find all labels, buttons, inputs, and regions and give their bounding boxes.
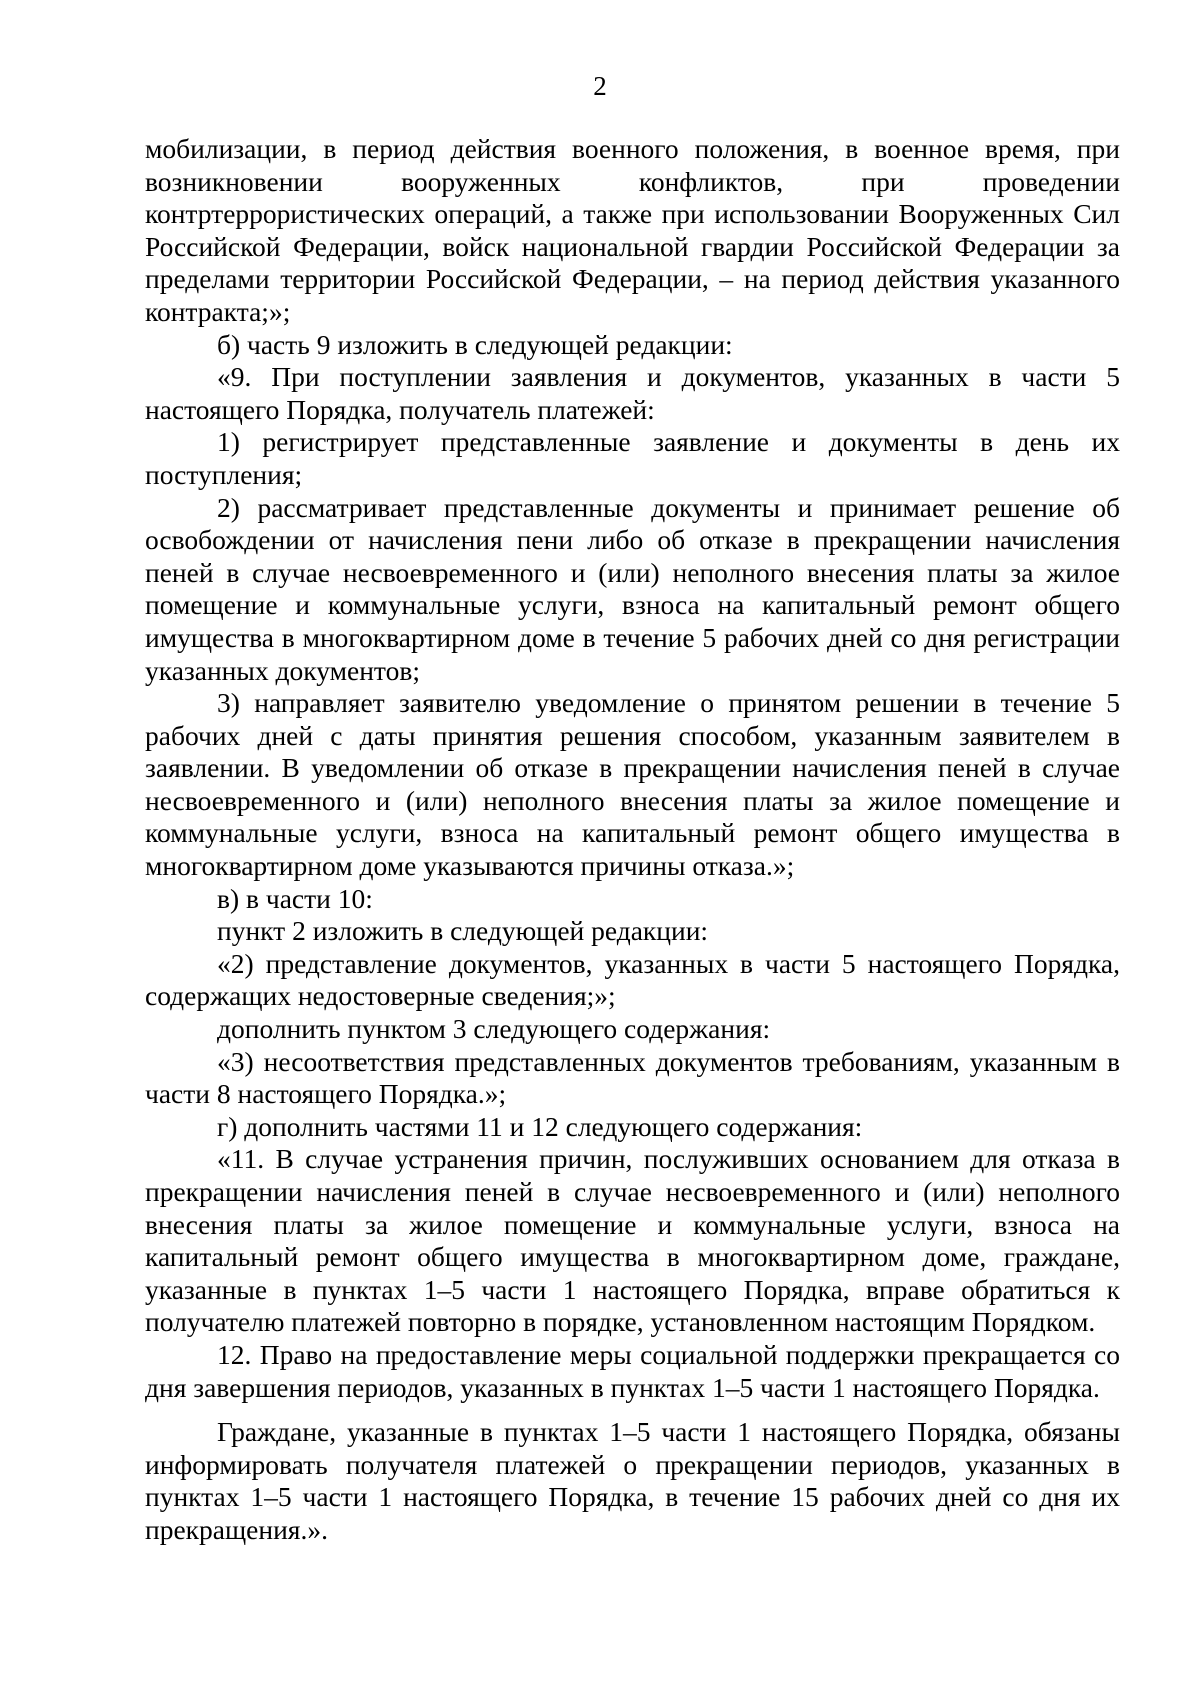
paragraph-part-9-item-1: 1) регистрирует представленные заявление и документы в день их поступления; [145,426,1120,490]
paragraph-add-item-3: дополнить пунктом 3 следующего содержания: [217,1013,771,1045]
paragraph-amendment-v: в) в части 10: [217,882,373,914]
paragraph-part-11: «11. В случае устранения причин, послуживших основанием для отказа в прекращении начисления пеней в случае несвоевременного и (или) неполного внесения платы за жилое помещение и коммунальные услуги, взноса на капитальный ремонт общего имущества в многоквартирном доме, граждане, указанные в пунктах 1–5 части 1 настоящего Порядка, вправе обратиться к получателю платежей повторно в порядке, установленном настоящим Порядком. [145,1143,1120,1338]
paragraph-part-12: 12. Право на предоставление меры социальной поддержки прекращается со дня завершения периодов, указанных в пунктах 1–5 части 1 настоящего Порядка. [145,1338,1120,1403]
paragraph-part-9-item-2: 2) рассматривает представленные документы и принимает решение об освобождении от начисления пени либо об отказе в прекращении начисления пеней в случае несвоевременного и (или) неполного внесения платы за жилое помещение и коммунальные услуги, взноса на капитальный ремонт общего имущества в многоквартирном доме в течение 5 рабочих дней со дня регистрации указанных документов; [145,491,1120,686]
paragraph-amendment-b: б) часть 9 изложить в следующей редакции: [217,328,733,360]
paragraph-item-2-text: «2) представление документов, указанных в части 5 настоящего Порядка, содержащих недостоверные сведения;»; [145,947,1120,1012]
paragraph-part-9-item-3: 3) направляет заявителю уведомление о принятом решении в течение 5 рабочих дней с даты принятия решения способом, указанным заявителем в заявлении. В уведомлении об отказе в прекращении начисления пеней в случае несвоевременного и (или) неполного внесения платы за жилое помещение и коммунальные услуги, взноса на капитальный ремонт общего имущества в многоквартирном доме указываются причины отказа.»; [145,687,1120,882]
paragraph-citizens-obligation: Граждане, указанные в пунктах 1–5 части 1 настоящего Порядка, обязаны информировать получателя платежей о прекращении периодов, указанных в пунктах 1–5 части 1 настоящего Порядка, в течение 15 рабочих дней со дня их прекращения.». [145,1416,1120,1545]
paragraph-item-2-edit: пункт 2 изложить в следующей редакции: [217,915,709,947]
paragraph-part-9: «9. При поступлении заявления и документов, указанных в части 5 настоящего Порядка, получатель платежей: [145,361,1120,425]
paragraph-item-3-text: «3) несоответствия представленных документов требованиям, указанным в части 8 настоящего Порядка.»; [145,1045,1120,1110]
page-number: 2 [593,71,607,101]
document-body [145,133,1120,1547]
paragraph-continuation: мобилизации, в период действия военного положения, в военное время, при возникновении вооруженных конфликтов, при проведении контртеррористических операций, а также при использовании Вооруженных Сил Российской Федерации, войск национальной гвардии Российской Федерации за пределами территории Российской Федерации, – на период действия указанного контракта;»; [145,133,1120,327]
paragraph-amendment-g: г) дополнить частями 11 и 12 следующего содержания: [217,1110,863,1142]
